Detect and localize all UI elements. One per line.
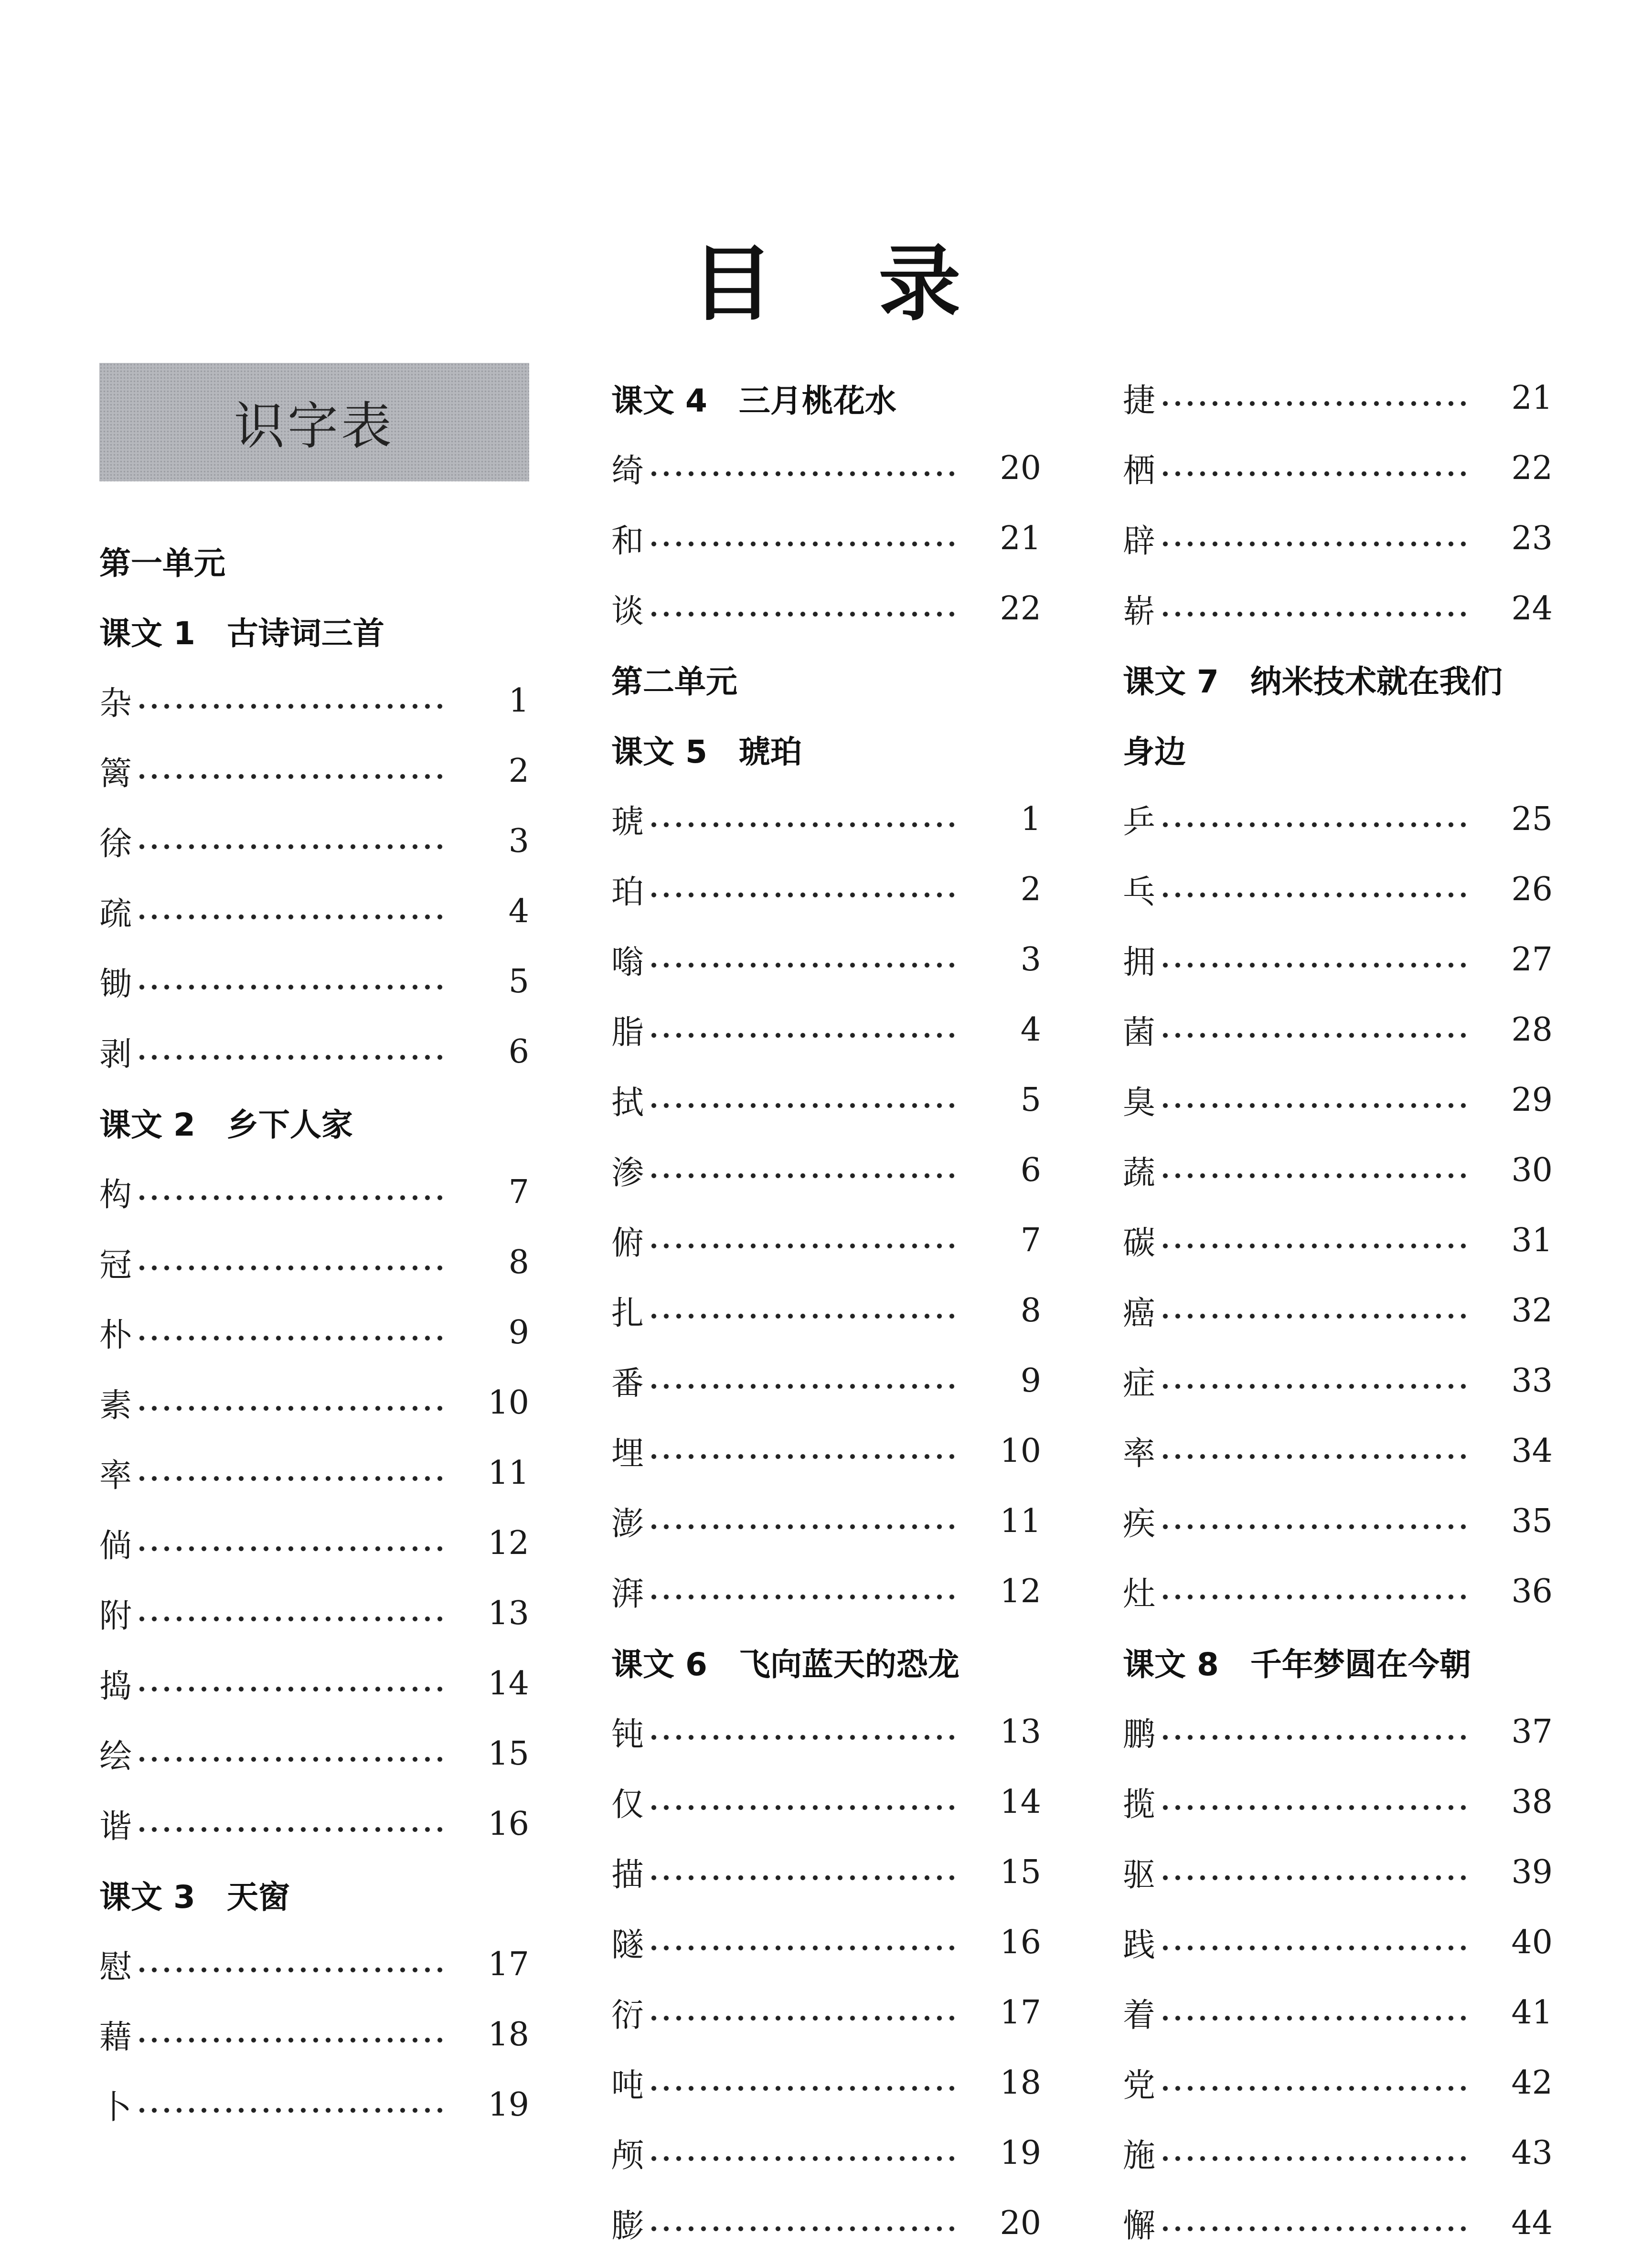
dot-leader <box>136 1826 445 1833</box>
toc-heading: 第一单元 <box>99 545 225 582</box>
entry-character: 菌 <box>1123 1014 1156 1052</box>
dot-leader <box>136 1404 445 1412</box>
toc-entry[interactable] <box>99 736 529 806</box>
dot-leader <box>648 1312 957 1320</box>
entry-page-number: 26 <box>1511 871 1553 908</box>
toc-column-3 <box>1123 363 1553 2258</box>
entry-character: 施 <box>1123 2137 1156 2175</box>
toc-entry[interactable] <box>99 806 529 876</box>
toc-entry[interactable] <box>99 1929 529 2000</box>
page-title-char-1: 目 <box>691 236 774 332</box>
entry-character: 附 <box>99 1597 132 1635</box>
dot-leader <box>648 1944 957 1952</box>
entry-page-number: 9 <box>508 1314 529 1351</box>
entry-page-number: 5 <box>1020 1081 1041 1119</box>
dot-leader <box>1159 2155 1469 2162</box>
entry-character: 脂 <box>611 1014 644 1052</box>
toc-entry[interactable] <box>1123 1837 1553 1907</box>
entry-character: 杂 <box>99 685 132 723</box>
toc-entry[interactable] <box>99 947 529 1017</box>
toc-list-3 <box>1123 363 1553 2258</box>
toc-heading: 课文 7 纳米技术就在我们 <box>1123 663 1503 700</box>
entry-page-number: 13 <box>488 1595 529 1632</box>
toc-heading: 课文 1 古诗词三首 <box>99 615 384 652</box>
toc-entry[interactable] <box>99 2000 529 2070</box>
toc-heading: 课文 3 天窗 <box>99 1879 290 1915</box>
dot-leader <box>136 1615 445 1623</box>
toc-entry[interactable] <box>1123 1486 1553 1556</box>
dot-leader <box>1159 2225 1469 2233</box>
toc-heading: 课文 6 飞向蓝天的恐龙 <box>611 1646 959 1683</box>
entry-page-number: 8 <box>508 1244 529 1281</box>
entry-page-number: 11 <box>488 1454 529 1492</box>
entry-page-number: 20 <box>1000 449 1041 487</box>
toc-entry[interactable] <box>611 1416 1041 1486</box>
entry-character: 践 <box>1123 1926 1156 1964</box>
entry-page-number: 35 <box>1511 1502 1553 1540</box>
toc-entry[interactable] <box>611 1837 1041 1907</box>
toc-entry[interactable] <box>611 433 1041 503</box>
dot-leader <box>1159 1102 1469 1109</box>
entry-page-number: 19 <box>1000 2134 1041 2172</box>
dot-leader <box>648 1804 957 1811</box>
entry-character: 锄 <box>99 966 132 1003</box>
dot-leader <box>648 1102 957 1109</box>
entry-page-number: 17 <box>488 1946 529 1983</box>
entry-character: 描 <box>611 1856 644 1894</box>
dot-leader <box>1159 891 1469 899</box>
entry-character: 俯 <box>611 1224 644 1262</box>
entry-character: 冠 <box>99 1246 132 1284</box>
entry-page-number: 2 <box>1020 871 1041 908</box>
entry-page-number: 18 <box>1000 2064 1041 2102</box>
entry-page-number: 12 <box>488 1524 529 1562</box>
entry-character: 颅 <box>611 2137 644 2175</box>
entry-page-number: 36 <box>1511 1573 1553 1610</box>
entry-page-number: 13 <box>1000 1713 1041 1751</box>
toc-entry[interactable] <box>611 995 1041 1065</box>
toc-entry[interactable] <box>99 876 529 947</box>
toc-entry[interactable] <box>1123 784 1553 854</box>
entry-character: 谈 <box>611 593 644 630</box>
dot-leader <box>136 2036 445 2044</box>
entry-character: 渗 <box>611 1154 644 1192</box>
entry-character: 剥 <box>99 1036 132 1074</box>
toc-entry[interactable] <box>1123 1276 1553 1346</box>
entry-page-number: 12 <box>1000 1573 1041 1610</box>
entry-character: 栖 <box>1123 452 1156 490</box>
toc-entry[interactable] <box>611 1346 1041 1416</box>
entry-page-number: 7 <box>1020 1222 1041 1259</box>
entry-page-number: 16 <box>1000 1924 1041 1961</box>
entry-page-number: 24 <box>1511 590 1553 628</box>
toc-entry[interactable] <box>611 2188 1041 2258</box>
entry-character: 琥 <box>611 803 644 841</box>
dot-leader <box>1159 1874 1469 1882</box>
entry-page-number: 42 <box>1511 2064 1553 2102</box>
toc-entry[interactable] <box>1123 1205 1553 1276</box>
toc-entry[interactable] <box>99 666 529 736</box>
toc-entry[interactable] <box>99 1578 529 1649</box>
dot-leader <box>1159 1804 1469 1811</box>
dot-leader <box>136 1053 445 1061</box>
entry-character: 拭 <box>611 1084 644 1122</box>
dot-leader <box>648 1523 957 1531</box>
dot-leader <box>648 470 957 478</box>
toc-entry[interactable] <box>1123 433 1553 503</box>
entry-character: 疏 <box>99 895 132 933</box>
entry-character: 湃 <box>611 1575 644 1613</box>
dot-leader <box>648 1242 957 1250</box>
toc-entry[interactable] <box>99 1157 529 1227</box>
entry-character: 率 <box>99 1457 132 1495</box>
toc-entry[interactable] <box>1123 925 1553 995</box>
entry-character: 朴 <box>99 1317 132 1354</box>
dot-leader <box>136 843 445 851</box>
entry-character: 番 <box>611 1365 644 1403</box>
entry-character: 隧 <box>611 1926 644 1964</box>
toc-entry[interactable] <box>99 2070 529 2140</box>
entry-page-number: 17 <box>1000 1994 1041 2032</box>
dot-leader <box>648 2155 957 2162</box>
entry-character: 蔬 <box>1123 1154 1156 1192</box>
dot-leader <box>1159 400 1469 407</box>
entry-page-number: 22 <box>1000 590 1041 628</box>
entry-character: 灶 <box>1123 1575 1156 1613</box>
toc-entry[interactable] <box>611 854 1041 925</box>
entry-page-number: 19 <box>488 2086 529 2124</box>
dot-leader <box>648 2085 957 2092</box>
toc-entry[interactable] <box>99 1438 529 1508</box>
entry-character: 癌 <box>1123 1295 1156 1332</box>
entry-character: 澎 <box>611 1505 644 1543</box>
dot-leader <box>1159 1944 1469 1952</box>
toc-heading: 课文 5 琥珀 <box>611 734 802 770</box>
dot-leader <box>1159 540 1469 548</box>
dot-leader <box>1159 961 1469 969</box>
toc-entry[interactable] <box>611 1767 1041 1837</box>
entry-character: 捷 <box>1123 382 1156 420</box>
toc-entry[interactable] <box>99 1719 529 1789</box>
dot-leader <box>136 983 445 991</box>
entry-page-number: 21 <box>1511 379 1553 417</box>
toc-entry[interactable] <box>1123 2188 1553 2258</box>
toc-entry[interactable] <box>611 2048 1041 2118</box>
dot-leader <box>648 2225 957 2233</box>
toc-entry[interactable] <box>1123 1697 1553 1767</box>
entry-character: 率 <box>1123 1435 1156 1473</box>
toc-entry[interactable] <box>99 1508 529 1578</box>
dot-leader <box>1159 1593 1469 1601</box>
toc-entry[interactable] <box>1123 1135 1553 1205</box>
entry-page-number: 18 <box>488 2016 529 2053</box>
page-title <box>0 236 1652 332</box>
entry-page-number: 3 <box>508 822 529 860</box>
dot-leader <box>648 2014 957 2022</box>
entry-page-number: 3 <box>1020 941 1041 979</box>
dot-leader <box>1159 1312 1469 1320</box>
entry-page-number: 1 <box>508 682 529 720</box>
toc-entry[interactable] <box>1123 1767 1553 1837</box>
toc-entry[interactable] <box>611 925 1041 995</box>
entry-character: 扎 <box>611 1295 644 1332</box>
entry-page-number: 23 <box>1511 520 1553 557</box>
toc-entry[interactable] <box>611 1135 1041 1205</box>
dot-leader <box>1159 1032 1469 1039</box>
entry-character: 钝 <box>611 1716 644 1754</box>
entry-character: 拥 <box>1123 944 1156 981</box>
toc-entry[interactable] <box>99 1017 529 1087</box>
entry-page-number: 9 <box>1020 1362 1041 1400</box>
entry-page-number: 5 <box>508 963 529 1000</box>
entry-character: 构 <box>99 1176 132 1214</box>
entry-page-number: 34 <box>1511 1432 1553 1470</box>
toc-entry[interactable] <box>1123 1556 1553 1627</box>
dot-leader <box>136 1755 445 1763</box>
dot-leader <box>648 961 957 969</box>
entry-page-number: 38 <box>1511 1783 1553 1821</box>
entry-character: 碳 <box>1123 1224 1156 1262</box>
toc-entry[interactable] <box>1123 1346 1553 1416</box>
toc-entry[interactable] <box>1123 995 1553 1065</box>
dot-leader <box>1159 821 1469 829</box>
toc-entry[interactable] <box>1123 1907 1553 1978</box>
toc-entry[interactable] <box>1123 574 1553 644</box>
toc-entry[interactable] <box>611 1486 1041 1556</box>
dot-leader <box>648 1593 957 1601</box>
entry-page-number: 10 <box>1000 1432 1041 1470</box>
entry-page-number: 37 <box>1511 1713 1553 1751</box>
dot-leader <box>136 773 445 780</box>
entry-character: 驱 <box>1123 1856 1156 1894</box>
entry-page-number: 32 <box>1511 1292 1553 1330</box>
entry-page-number: 25 <box>1511 800 1553 838</box>
entry-character: 乒 <box>1123 803 1156 841</box>
entry-character: 谐 <box>99 1808 132 1846</box>
dot-leader <box>1159 1242 1469 1250</box>
toc-heading: 身边 <box>1123 734 1186 770</box>
dot-leader <box>1159 2085 1469 2092</box>
entry-page-number: 40 <box>1511 1924 1553 1961</box>
entry-page-number: 20 <box>1000 2204 1041 2242</box>
toc-heading: 课文 4 三月桃花水 <box>611 383 896 419</box>
dot-leader <box>136 1264 445 1272</box>
section-banner: 识字表 <box>99 363 529 481</box>
dot-leader <box>1159 1734 1469 1741</box>
toc-entry[interactable] <box>1123 363 1553 433</box>
entry-page-number: 39 <box>1511 1853 1553 1891</box>
dot-leader <box>648 1032 957 1039</box>
toc-entry[interactable] <box>99 1789 529 1859</box>
toc-entry[interactable] <box>1123 1978 1553 2048</box>
entry-page-number: 4 <box>508 893 529 930</box>
toc-entry[interactable] <box>1123 2118 1553 2188</box>
dot-leader <box>1159 470 1469 478</box>
entry-character: 膨 <box>611 2207 644 2245</box>
entry-page-number: 21 <box>1000 520 1041 557</box>
toc-column-1 <box>99 363 529 2140</box>
entry-page-number: 27 <box>1511 941 1553 979</box>
toc-entry[interactable] <box>611 784 1041 854</box>
entry-page-number: 41 <box>1511 1994 1553 2032</box>
entry-page-number: 28 <box>1511 1011 1553 1049</box>
dot-leader <box>648 1874 957 1882</box>
dot-leader <box>648 1453 957 1460</box>
toc-entry[interactable] <box>611 503 1041 574</box>
dot-leader <box>1159 610 1469 618</box>
dot-leader <box>648 821 957 829</box>
entry-page-number: 7 <box>508 1173 529 1211</box>
toc-heading: 第二单元 <box>611 663 737 700</box>
toc-entry[interactable] <box>611 1697 1041 1767</box>
toc-entry[interactable] <box>1123 854 1553 925</box>
entry-character: 着 <box>1123 1997 1156 2034</box>
toc-entry[interactable] <box>611 2118 1041 2188</box>
entry-character: 党 <box>1123 2067 1156 2105</box>
entry-page-number: 15 <box>488 1735 529 1773</box>
toc-entry[interactable] <box>99 1368 529 1438</box>
entry-page-number: 1 <box>1020 800 1041 838</box>
toc-entry[interactable] <box>611 574 1041 644</box>
entry-character: 藉 <box>99 2019 132 2056</box>
entry-page-number: 15 <box>1000 1853 1041 1891</box>
entry-page-number: 16 <box>488 1805 529 1843</box>
entry-character: 臭 <box>1123 1084 1156 1122</box>
dot-leader <box>136 913 445 921</box>
entry-page-number: 29 <box>1511 1081 1553 1119</box>
entry-character: 徐 <box>99 825 132 863</box>
entry-character: 埋 <box>611 1435 644 1473</box>
dot-leader <box>648 1734 957 1741</box>
entry-character: 慰 <box>99 1948 132 1986</box>
dot-leader <box>1159 1523 1469 1531</box>
toc-entry[interactable] <box>1123 503 1553 574</box>
entry-character: 懈 <box>1123 2207 1156 2245</box>
toc-entry[interactable] <box>99 1649 529 1719</box>
page-title-char-2: 录 <box>878 236 961 332</box>
entry-page-number: 43 <box>1511 2134 1553 2172</box>
entry-character: 鹏 <box>1123 1716 1156 1754</box>
toc-entry[interactable] <box>611 1205 1041 1276</box>
dot-leader <box>136 1194 445 1202</box>
toc-entry[interactable] <box>611 1065 1041 1135</box>
entry-character: 绮 <box>611 452 644 490</box>
dot-leader <box>648 610 957 618</box>
entry-character: 崭 <box>1123 593 1156 630</box>
dot-leader <box>648 540 957 548</box>
toc-column-2 <box>611 363 1041 2258</box>
toc-entry[interactable] <box>611 1978 1041 2048</box>
toc-entry[interactable] <box>1123 2048 1553 2118</box>
entry-character: 仅 <box>611 1786 644 1824</box>
toc-entry[interactable] <box>611 1907 1041 1978</box>
entry-page-number: 33 <box>1511 1362 1553 1400</box>
entry-character: 嗡 <box>611 944 644 981</box>
dot-leader <box>136 1966 445 1974</box>
toc-entry[interactable] <box>99 1227 529 1298</box>
dot-leader <box>1159 1453 1469 1460</box>
entry-character: 辟 <box>1123 522 1156 560</box>
entry-page-number: 2 <box>508 752 529 790</box>
dot-leader <box>648 891 957 899</box>
toc-entry[interactable] <box>1123 1065 1553 1135</box>
entry-page-number: 22 <box>1511 449 1553 487</box>
entry-character: 卜 <box>99 2089 132 2127</box>
entry-character: 珀 <box>611 873 644 911</box>
entry-page-number: 4 <box>1020 1011 1041 1049</box>
entry-character: 倘 <box>99 1527 132 1565</box>
dot-leader <box>136 702 445 710</box>
entry-page-number: 30 <box>1511 1151 1553 1189</box>
dot-leader <box>136 1475 445 1482</box>
entry-page-number: 14 <box>488 1665 529 1702</box>
entry-character: 篱 <box>99 755 132 793</box>
entry-character: 捣 <box>99 1668 132 1705</box>
entry-page-number: 44 <box>1511 2204 1553 2242</box>
dot-leader <box>648 1172 957 1180</box>
entry-character: 疾 <box>1123 1505 1156 1543</box>
entry-character: 素 <box>99 1387 132 1425</box>
entry-page-number: 6 <box>1020 1151 1041 1189</box>
dot-leader <box>136 1685 445 1693</box>
toc-entry[interactable] <box>611 1556 1041 1627</box>
entry-character: 和 <box>611 522 644 560</box>
toc-heading: 课文 2 乡下人家 <box>99 1106 353 1143</box>
toc-list-1 <box>99 525 529 2140</box>
dot-leader <box>136 1334 445 1342</box>
entry-character: 衍 <box>611 1997 644 2034</box>
toc-list-2 <box>611 363 1041 2258</box>
entry-page-number: 6 <box>508 1033 529 1071</box>
dot-leader <box>1159 1172 1469 1180</box>
dot-leader <box>648 1383 957 1390</box>
toc-heading: 课文 8 千年梦圆在今朝 <box>1123 1646 1471 1683</box>
toc-entry[interactable] <box>99 1298 529 1368</box>
entry-character: 乓 <box>1123 873 1156 911</box>
entry-character: 症 <box>1123 1365 1156 1403</box>
entry-character: 吨 <box>611 2067 644 2105</box>
dot-leader <box>1159 2014 1469 2022</box>
dot-leader <box>1159 1383 1469 1390</box>
dot-leader <box>136 2106 445 2114</box>
entry-page-number: 14 <box>1000 1783 1041 1821</box>
entry-page-number: 8 <box>1020 1292 1041 1330</box>
entry-character: 揽 <box>1123 1786 1156 1824</box>
entry-page-number: 10 <box>488 1384 529 1422</box>
entry-character: 绘 <box>99 1738 132 1776</box>
entry-page-number: 31 <box>1511 1222 1553 1259</box>
dot-leader <box>136 1545 445 1553</box>
entry-page-number: 11 <box>1000 1502 1041 1540</box>
toc-entry[interactable] <box>1123 1416 1553 1486</box>
toc-entry[interactable] <box>611 1276 1041 1346</box>
